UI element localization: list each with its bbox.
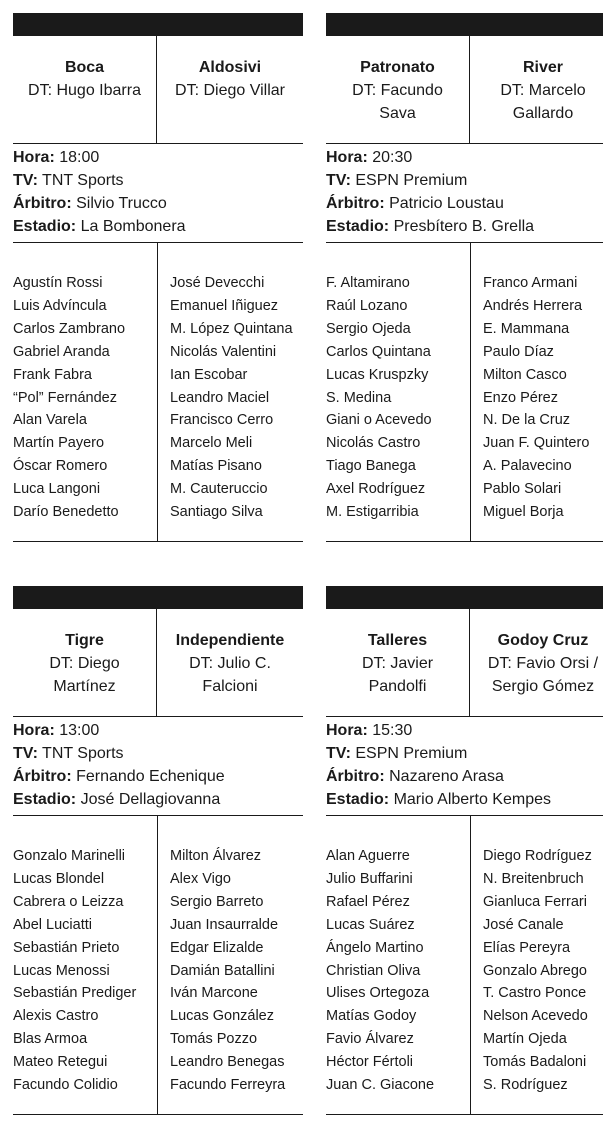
player-name: Ulises Ortegoza	[326, 985, 430, 1002]
player-name: Marcelo Meli	[170, 435, 253, 452]
tv-value: TNT Sports	[42, 745, 124, 762]
tv-label: TV:	[326, 172, 351, 189]
player-name: Nicolás Castro	[326, 435, 421, 452]
away-team	[158, 36, 302, 143]
referee	[326, 765, 603, 788]
player-name: Edgar Elizalde	[170, 939, 264, 956]
tv-channel	[326, 169, 603, 192]
player-name: Raúl Lozano	[326, 297, 408, 314]
referee-label: Árbitro:	[13, 768, 72, 785]
kickoff-time	[13, 146, 303, 169]
referee-label: Árbitro:	[13, 195, 72, 212]
referee-value: Fernando Echenique	[76, 768, 225, 785]
stadium-value: La Bombonera	[80, 218, 186, 235]
player-name: Iván Marcone	[170, 985, 258, 1002]
player-name: Juan C. Giacone	[326, 1077, 435, 1094]
player-name: Luis Advíncula	[13, 297, 107, 314]
player-name: Julio Buffarini	[326, 870, 413, 887]
home-team	[326, 609, 470, 716]
home-lineup	[326, 816, 471, 1114]
match-info	[13, 719, 303, 811]
home-lineup	[13, 243, 158, 541]
player-name: S. Rodríguez	[483, 1077, 568, 1094]
player-name: A. Palavecino	[483, 458, 572, 475]
away-team	[471, 36, 603, 143]
player-name: Damián Batallini	[170, 962, 275, 979]
kickoff-time	[326, 719, 603, 742]
away-team-name: Godoy Cruz	[497, 632, 589, 649]
away-team-coach: DT: Marcelo Gallardo	[500, 82, 586, 122]
player-name: Pablo Solari	[483, 481, 562, 498]
player-name: Darío Benedetto	[13, 504, 119, 521]
stadium	[326, 788, 603, 811]
kickoff-label: Hora:	[13, 149, 55, 166]
teams-row	[326, 609, 603, 717]
player-name: Diego Rodríguez	[483, 848, 592, 864]
stadium	[13, 215, 303, 238]
player-name: Matías Godoy	[326, 1008, 417, 1025]
player-name: Christian Oliva	[326, 962, 421, 979]
player-name: Cabrera o Leizza	[13, 893, 124, 910]
tv-channel	[13, 169, 303, 192]
teams-row	[13, 36, 303, 144]
player-name: Nelson Acevedo	[483, 1008, 588, 1025]
player-name: Franco Armani	[483, 275, 578, 291]
away-lineup	[483, 243, 603, 541]
player-name: Lucas Kruspzky	[326, 366, 429, 383]
player-name: Sergio Barreto	[170, 893, 264, 910]
tv-value: ESPN Premium	[355, 172, 468, 189]
kickoff-time	[13, 719, 303, 742]
tv-label: TV:	[326, 745, 351, 762]
player-name: Favio Álvarez	[326, 1031, 414, 1048]
stadium	[326, 215, 603, 238]
match-info	[326, 146, 603, 238]
kickoff-label: Hora:	[13, 722, 55, 739]
lineups	[326, 816, 603, 1115]
player-name: Axel Rodríguez	[326, 481, 426, 498]
player-name: Sebastián Prieto	[13, 939, 120, 956]
stadium	[13, 788, 303, 811]
referee-label: Árbitro:	[326, 768, 385, 785]
player-name: Alexis Castro	[13, 1008, 99, 1025]
home-team-name: Tigre	[65, 632, 104, 649]
teams-row	[326, 36, 603, 144]
home-team-name: Patronato	[360, 59, 435, 76]
player-name: Agustín Rossi	[13, 275, 103, 291]
player-name: Carlos Zambrano	[13, 320, 126, 337]
referee	[326, 192, 603, 215]
lineups	[13, 816, 303, 1115]
match-header-bar	[13, 586, 303, 609]
player-name: Milton Álvarez	[170, 848, 262, 864]
home-team	[13, 36, 157, 143]
player-name: Gianluca Ferrari	[483, 893, 587, 910]
referee-value: Silvio Trucco	[76, 195, 167, 212]
kickoff-time	[326, 146, 603, 169]
player-name: M. López Quintana	[170, 320, 293, 337]
away-team-name: Aldosivi	[198, 59, 262, 76]
tv-channel	[13, 742, 303, 765]
away-lineup	[483, 816, 603, 1114]
referee	[13, 192, 303, 215]
away-team-coach: DT: Diego Villar	[175, 82, 285, 99]
player-name: Tomás Pozzo	[170, 1031, 258, 1048]
referee-value: Patricio Loustau	[389, 195, 504, 212]
player-name: Luca Langoni	[13, 481, 101, 498]
player-name: N. De la Cruz	[483, 412, 571, 429]
stadium-value: Presbítero B. Grella	[393, 218, 535, 235]
match-card	[13, 13, 303, 543]
stadium-value: Mario Alberto Kempes	[393, 791, 551, 808]
home-team-coach: DT: Hugo Ibarra	[28, 82, 141, 99]
away-team	[158, 609, 302, 716]
player-name: E. Mammana	[483, 320, 570, 337]
match-header-bar	[326, 13, 603, 36]
away-lineup	[170, 243, 303, 541]
player-name: Sergio Ojeda	[326, 320, 411, 337]
player-name: Héctor Fértoli	[326, 1054, 414, 1071]
home-team-coach: DT: Javier Pandolfi	[361, 655, 434, 695]
player-name: Abel Luciatti	[13, 916, 92, 933]
player-name: Andrés Herrera	[483, 297, 583, 314]
player-name: Lucas Menossi	[13, 962, 110, 979]
home-team	[13, 609, 157, 716]
kickoff-value: 13:00	[59, 722, 100, 739]
match-header-bar	[13, 13, 303, 36]
player-name: Lucas Blondel	[13, 870, 105, 887]
stadium-label: Estadio:	[326, 791, 390, 808]
player-name: Nicolás Valentini	[170, 343, 277, 360]
home-team-name: Talleres	[367, 632, 428, 649]
away-team-name: River	[522, 59, 564, 76]
player-name: Facundo Ferreyra	[170, 1077, 286, 1094]
player-name: Sebastián Prediger	[13, 985, 137, 1002]
player-name: Óscar Romero	[13, 458, 108, 475]
tv-label: TV:	[13, 745, 38, 762]
away-lineup	[170, 816, 303, 1114]
player-name: Rafael Pérez	[326, 893, 410, 910]
player-name: Matías Pisano	[170, 458, 262, 475]
tv-value: TNT Sports	[42, 172, 124, 189]
tv-label: TV:	[13, 172, 38, 189]
player-name: Leandro Maciel	[170, 389, 270, 406]
match-info	[13, 146, 303, 238]
player-name: Leandro Benegas	[170, 1054, 285, 1071]
player-name: Juan Insaurralde	[170, 916, 279, 933]
player-name: Giani o Acevedo	[326, 412, 432, 429]
home-lineup	[326, 243, 471, 541]
kickoff-value: 15:30	[372, 722, 413, 739]
referee	[13, 765, 303, 788]
match-card	[326, 13, 603, 543]
player-name: Juan F. Quintero	[483, 435, 590, 452]
player-name: S. Medina	[326, 389, 392, 406]
player-name: Frank Fabra	[13, 366, 92, 383]
tv-channel	[326, 742, 603, 765]
player-name: Martín Ojeda	[483, 1031, 567, 1048]
player-name: T. Castro Ponce	[483, 985, 587, 1002]
player-name: Enzo Pérez	[483, 389, 558, 406]
match-card	[326, 586, 603, 1116]
tv-value: ESPN Premium	[355, 745, 468, 762]
player-name: Alan Aguerre	[326, 848, 410, 864]
home-team	[326, 36, 470, 143]
player-name: Mateo Retegui	[13, 1054, 108, 1071]
player-name: “Pol” Fernández	[13, 389, 117, 406]
stadium-value: José Dellagiovanna	[80, 791, 221, 808]
match-card	[13, 586, 303, 1116]
player-name: Carlos Quintana	[326, 343, 431, 360]
match-header-bar	[326, 586, 603, 609]
away-team-name: Independiente	[175, 632, 285, 649]
player-name: Emanuel Iñiguez	[170, 297, 279, 314]
match-info	[326, 719, 603, 811]
player-name: Lucas Suárez	[326, 916, 415, 933]
player-name: Elías Pereyra	[483, 939, 571, 956]
player-name: Ángelo Martino	[326, 939, 424, 956]
player-name: Lucas González	[170, 1008, 274, 1025]
stadium-label: Estadio:	[13, 791, 77, 808]
player-name: Santiago Silva	[170, 504, 263, 521]
player-name: Tomás Badaloni	[483, 1054, 587, 1071]
player-name: Paulo Díaz	[483, 343, 554, 360]
player-name: Gonzalo Abrego	[483, 962, 587, 979]
stadium-label: Estadio:	[13, 218, 77, 235]
player-name: Alex Vigo	[170, 870, 231, 887]
kickoff-label: Hora:	[326, 722, 368, 739]
player-name: F. Altamirano	[326, 275, 410, 291]
lineups	[326, 243, 603, 542]
player-name: José Canale	[483, 916, 564, 933]
player-name: Martín Payero	[13, 435, 105, 452]
away-team	[471, 609, 603, 716]
kickoff-value: 18:00	[59, 149, 100, 166]
home-team-coach: DT: Facundo Sava	[352, 82, 443, 122]
player-name: Gonzalo Marinelli	[13, 848, 126, 864]
player-name: Tiago Banega	[326, 458, 416, 475]
player-name: Gabriel Aranda	[13, 343, 110, 360]
player-name: M. Estigarribia	[326, 504, 419, 521]
player-name: Facundo Colidio	[13, 1077, 118, 1094]
lineups	[13, 243, 303, 542]
away-team-coach: DT: Favio Orsi / Sergio Gómez	[487, 655, 599, 695]
player-name: M. Cauteruccio	[170, 481, 268, 498]
player-name: José Devecchi	[170, 275, 265, 291]
home-lineup	[13, 816, 158, 1114]
referee-value: Nazareno Arasa	[389, 768, 504, 785]
player-name: N. Breitenbruch	[483, 870, 584, 887]
home-team-name: Boca	[64, 59, 105, 76]
kickoff-label: Hora:	[326, 149, 368, 166]
kickoff-value: 20:30	[372, 149, 413, 166]
player-name: Miguel Borja	[483, 504, 564, 521]
player-name: Ian Escobar	[170, 366, 248, 383]
away-team-coach: DT: Julio C. Falcioni	[189, 655, 271, 695]
stadium-label: Estadio:	[326, 218, 390, 235]
player-name: Milton Casco	[483, 366, 567, 383]
player-name: Francisco Cerro	[170, 412, 274, 429]
player-name: Blas Armoa	[13, 1031, 88, 1048]
home-team-coach: DT: Diego Martínez	[49, 655, 120, 695]
teams-row	[13, 609, 303, 717]
player-name: Alan Varela	[13, 412, 87, 429]
referee-label: Árbitro:	[326, 195, 385, 212]
